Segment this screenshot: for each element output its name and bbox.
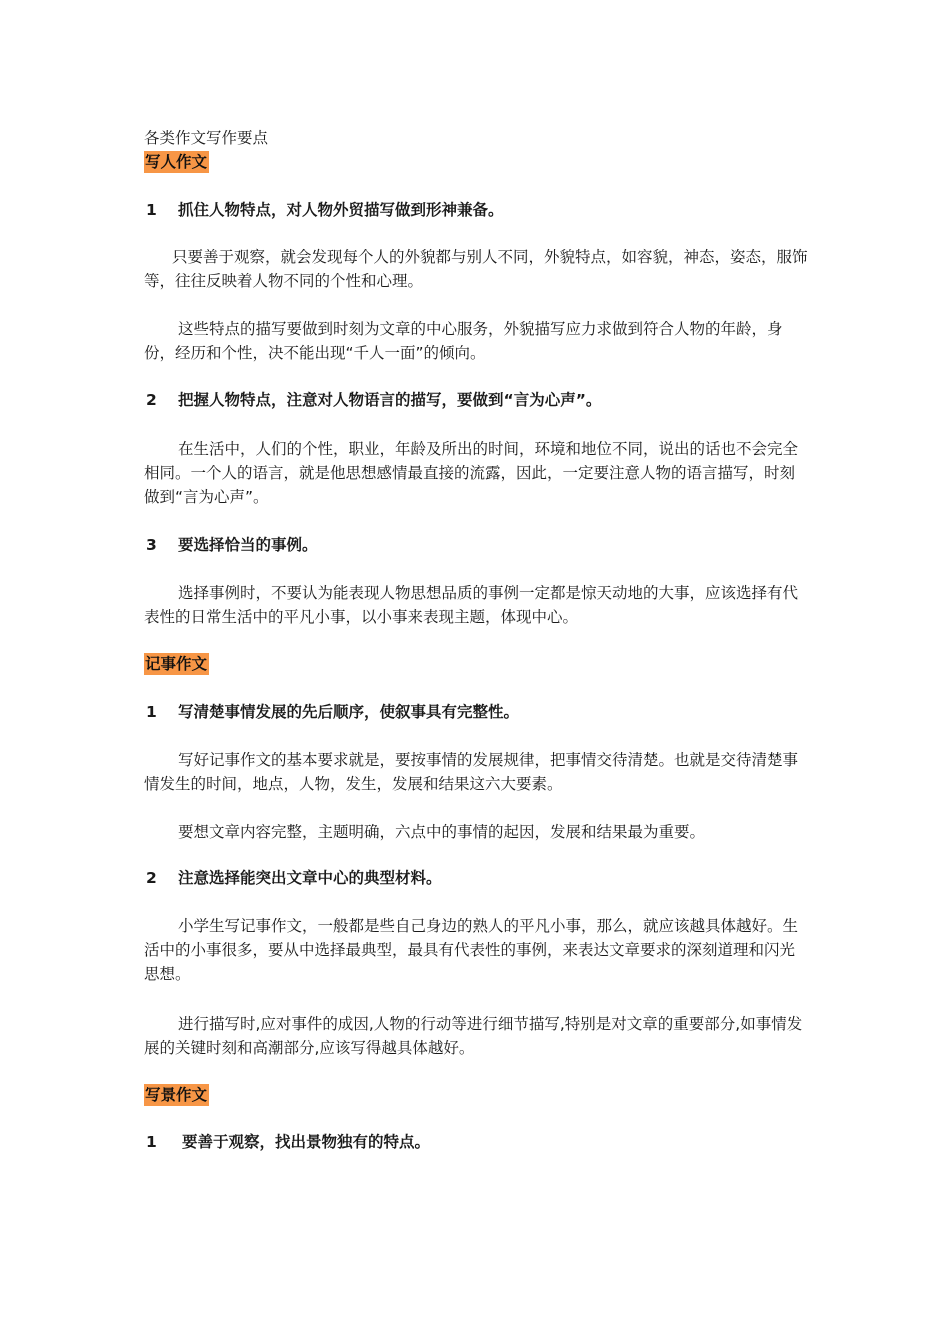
item-title: 抓住人物特点，对人物外贸描写做到形神兼备。 — [178, 201, 504, 219]
item-heading — [146, 1131, 430, 1153]
item-title: 把握人物特点，注意对人物语言的描写，要做到“言为心声”。 — [178, 391, 602, 409]
paragraph: 这些特点的描写要做到时刻为文章的中心服务，外貌描写应力求做到符合人物的年龄，身份，经历和个性，决不能出现“千人一面”的倾向。 — [144, 320, 783, 362]
item-number: 1 — [146, 201, 157, 219]
paragraph: 在生活中，人们的个性，职业，年龄及所出的时间，环境和地位不同，说出的话也不会完全相同。一个人的语言，就是他思想感情最直接的流露，因此，一定要注意人物的语言描写，时刻做到“言为心声”。 — [144, 440, 799, 506]
item-heading — [146, 867, 442, 889]
item-heading — [146, 701, 519, 723]
section-heading-scenery: 写景作文 — [145, 1086, 208, 1104]
item-title: 要选择恰当的事例。 — [178, 536, 318, 554]
item-title: 要善于观察，找出景物独有的特点。 — [182, 1133, 431, 1151]
item-number: 2 — [146, 391, 157, 409]
paragraph: 选择事例时，不要认为能表现人物思想品质的事例一定都是惊天动地的大事，应该选择有代表性的日常生活中的平凡小事，以小事来表现主题，体现中心。 — [144, 584, 799, 626]
item-heading — [146, 199, 504, 221]
paragraph: 写好记事作文的基本要求就是，要按事情的发展规律，把事情交待清楚。也就是交待清楚事情发生的时间，地点，人物，发生，发展和结果这六大要素。 — [144, 751, 799, 793]
item-number: 2 — [146, 869, 157, 887]
item-title: 写清楚事情发展的先后顺序，使叙事具有完整性。 — [178, 703, 520, 721]
item-number: 1 — [146, 703, 157, 721]
paragraph: 小学生写记事作文，一般都是些自己身边的熟人的平凡小事，那么，就应该越具体越好。生活中的小事很多，要从中选择最典型，最具有代表性的事例，来表达文章要求的深刻道理和闪光思想。 — [144, 917, 799, 983]
item-heading — [146, 534, 318, 556]
document-title: 各类作文写作要点 — [144, 129, 269, 147]
item-number: 3 — [146, 536, 157, 554]
paragraph: 只要善于观察，就会发现每个人的外貌都与别人不同，外貌特点，如容貌，神态，姿态，服饰等，往往反映着人物不同的个性和心理。 — [144, 248, 808, 290]
paragraph: 进行描写时,应对事件的成因,人物的行动等进行细节描写,特别是对文章的重要部分,如事情发展的关键时刻和高潮部分,应该写得越具体越好。 — [144, 1015, 803, 1057]
paragraph: 要想文章内容完整，主题明确，六点中的事情的起因，发展和结果最为重要。 — [178, 823, 706, 841]
item-title: 注意选择能突出文章中心的典型材料。 — [178, 869, 442, 887]
item-number: 1 — [146, 1133, 157, 1151]
section-heading-narrative: 记事作文 — [145, 655, 208, 673]
section-heading-portrait: 写人作文 — [145, 153, 208, 171]
item-heading — [146, 389, 601, 411]
